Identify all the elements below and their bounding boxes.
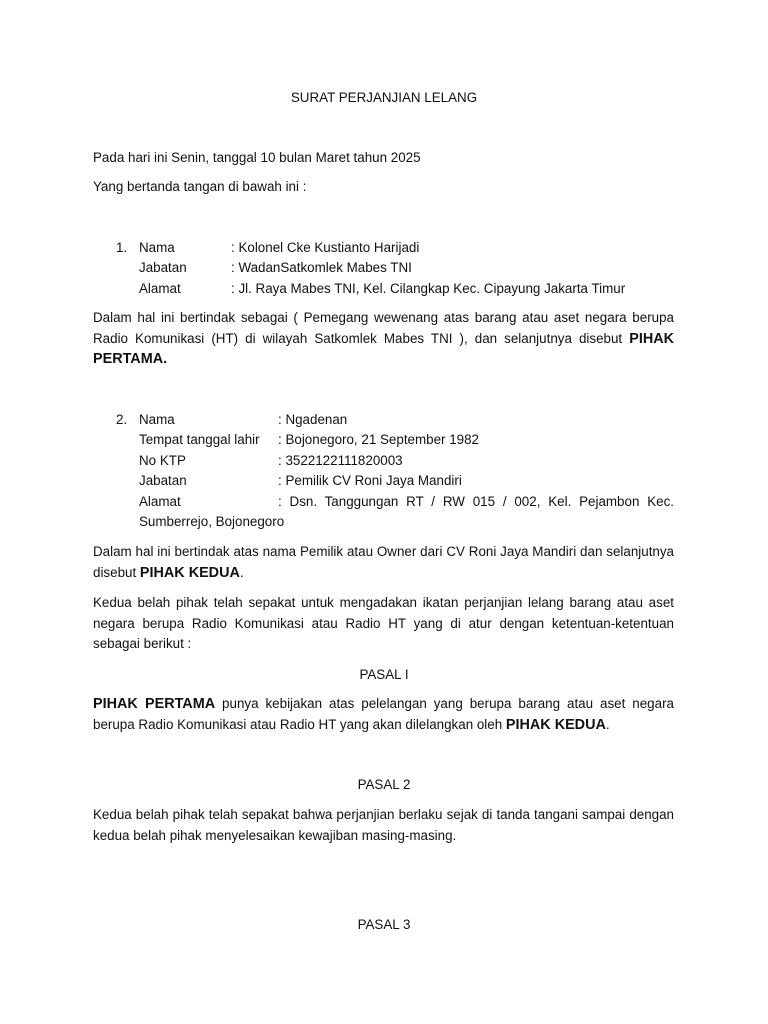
party-2-number: 2. [116,412,128,427]
party-2-name-label: Nama [139,412,175,427]
pasal-1-end: . [605,716,610,732]
party-2-statement [93,542,674,583]
document-title: SURAT PERJANJIAN LELANG [290,90,478,105]
party-2-ktp-value: : 3522122111820003 [278,453,403,468]
pasal-2-heading: PASAL 2 [357,777,411,792]
party-2-ktp-label: No KTP [139,453,186,468]
party-2-name-value: : Ngadenan [278,412,348,427]
party-2-designation: PIHAK KEDUA [139,564,240,581]
date-line: Pada hari ini Senin, tanggal 10 bulan Maret tahun 2025 [93,150,421,165]
party-2-position-value: : Pemilik CV Roni Jaya Mandiri [278,473,462,488]
party-1-name-value: : Kolonel Cke Kustianto Harijadi [231,240,420,255]
pasal-1-body: punya kebijakan atas pelelangan yang berupa barang atau aset negara berupa Radio Komunikasi atau Radio HT yang akan dilelangkan oleh [93,696,674,732]
party-1-position-label: Jabatan [139,260,187,275]
pasal-2-text: Kedua belah pihak telah sepakat bahwa perjanjian berlaku sejak di tanda tangani sampai dengan kedua belah pihak menyelesaikan kewajiban masing-masing. [93,807,674,843]
party-1-position-value: : WadanSatkomlek Mabes TNI [231,260,412,275]
pasal-1-text [93,694,674,735]
party-2-position-label: Jabatan [139,473,187,488]
party-2-birth-value: : Bojonegoro, 21 September 1982 [278,432,480,447]
party-1-name-label: Nama [139,240,175,255]
party-1-designation: PIHAK PERTAMA. [93,330,674,367]
signatories-intro: Yang bertanda tangan di bawah ini : [93,179,307,194]
party-2-birth-label: Tempat tanggal lahir [139,432,260,447]
party-2-address-label: Alamat [139,494,181,509]
party-2-statement-end: . [239,564,244,580]
agreement-intro: Kedua belah pihak telah sepakat untuk mengadakan ikatan perjanjian lelang barang atau aset negara berupa Radio Komunikasi atau Radio HT yang di atur dengan ketentuan-ketentuan sebagai berikut : [93,595,674,651]
party-1-statement-text: Dalam hal ini bertindak sebagai ( Pemegang wewenang atas barang atau aset negara berupa Radio Komunikasi (HT) di wilayah Satkomlek Mabes TNI ), dan selanjutnya disebut [93,310,674,346]
pasal-1-party-b: PIHAK KEDUA [505,716,606,733]
party-1-address-label: Alamat [139,281,181,296]
party-2-address-continuation: Sumberrejo, Bojonegoro [139,514,285,529]
party-1-number: 1. [116,240,128,255]
party-2-statement-text: Dalam hal ini bertindak atas nama Pemilik atau Owner dari CV Roni Jaya Mandiri dan selanjutnya disebut [93,544,674,580]
party-1-statement [93,308,674,370]
party-1-address-value: : Jl. Raya Mabes TNI, Kel. Cilangkap Kec. Cipayung Jakarta Timur [231,281,626,296]
pasal-3-heading: PASAL 3 [357,917,411,932]
party-2-address-value: : Dsn. Tanggungan RT / RW 015 / 002, Kel. Pejambon Kec. [278,494,674,509]
pasal-1-party-a: PIHAK PERTAMA [93,696,216,712]
pasal-1-heading: PASAL I [359,667,409,682]
